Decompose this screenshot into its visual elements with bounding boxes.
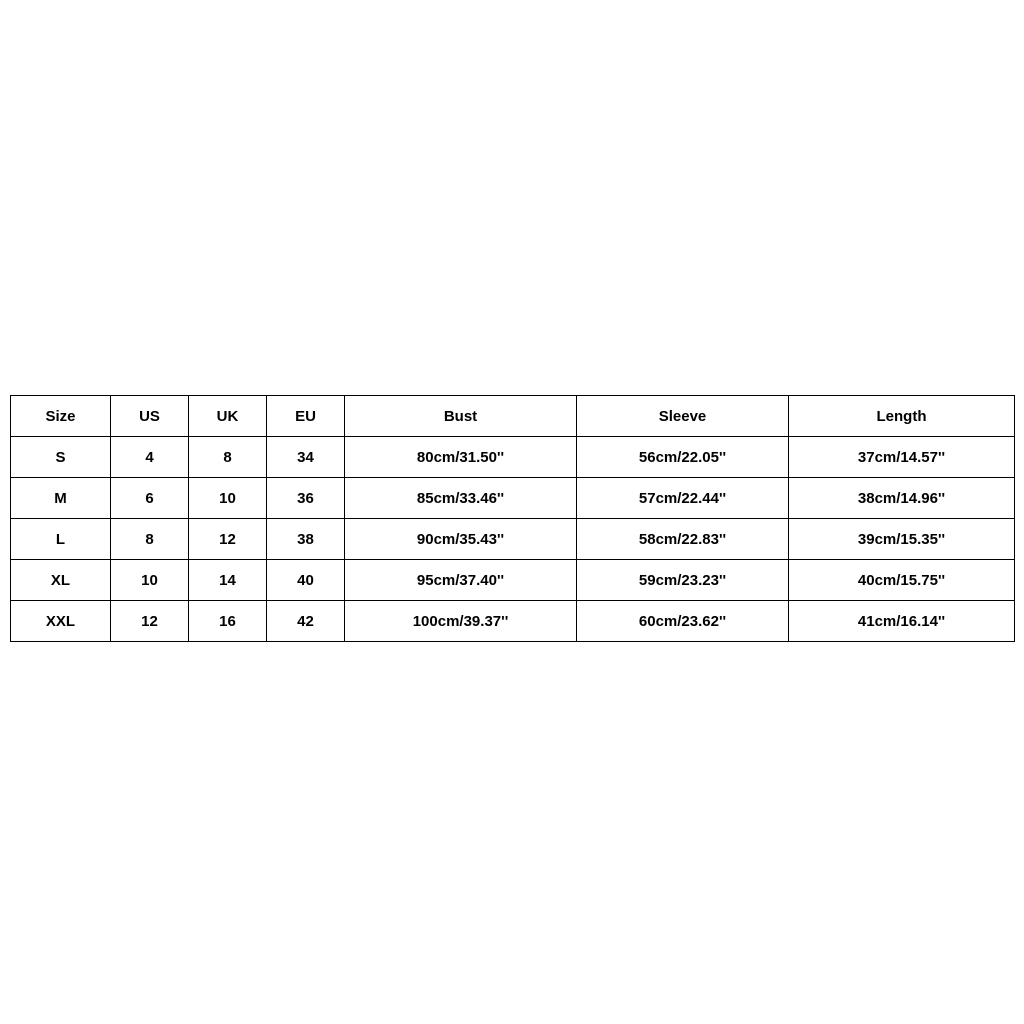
- column-header-length: Length: [789, 396, 1015, 437]
- column-header-bust: Bust: [345, 396, 577, 437]
- table-row: [11, 437, 1015, 478]
- cell-size: M: [11, 478, 111, 519]
- cell-length: 38cm/14.96'': [789, 478, 1015, 519]
- cell-sleeve: 57cm/22.44'': [577, 478, 789, 519]
- cell-us: 4: [111, 437, 189, 478]
- cell-eu: 36: [267, 478, 345, 519]
- column-header-sleeve: Sleeve: [577, 396, 789, 437]
- cell-bust: 100cm/39.37'': [345, 601, 577, 642]
- column-header-eu: EU: [267, 396, 345, 437]
- table-row: [11, 560, 1015, 601]
- cell-eu: 42: [267, 601, 345, 642]
- cell-eu: 34: [267, 437, 345, 478]
- cell-uk: 14: [189, 560, 267, 601]
- cell-bust: 85cm/33.46'': [345, 478, 577, 519]
- cell-length: 40cm/15.75'': [789, 560, 1015, 601]
- size-chart-table: [10, 395, 1015, 642]
- cell-length: 41cm/16.14'': [789, 601, 1015, 642]
- cell-bust: 80cm/31.50'': [345, 437, 577, 478]
- column-header-uk: UK: [189, 396, 267, 437]
- table-row: [11, 519, 1015, 560]
- cell-us: 6: [111, 478, 189, 519]
- cell-us: 10: [111, 560, 189, 601]
- cell-sleeve: 56cm/22.05'': [577, 437, 789, 478]
- cell-uk: 12: [189, 519, 267, 560]
- cell-length: 37cm/14.57'': [789, 437, 1015, 478]
- table-header-row: [11, 396, 1015, 437]
- cell-size: S: [11, 437, 111, 478]
- cell-sleeve: 60cm/23.62'': [577, 601, 789, 642]
- cell-uk: 10: [189, 478, 267, 519]
- cell-size: XL: [11, 560, 111, 601]
- cell-eu: 40: [267, 560, 345, 601]
- cell-length: 39cm/15.35'': [789, 519, 1015, 560]
- table-row: [11, 601, 1015, 642]
- cell-bust: 95cm/37.40'': [345, 560, 577, 601]
- size-chart-container: [10, 395, 1014, 642]
- cell-size: L: [11, 519, 111, 560]
- cell-uk: 8: [189, 437, 267, 478]
- cell-sleeve: 59cm/23.23'': [577, 560, 789, 601]
- column-header-us: US: [111, 396, 189, 437]
- column-header-size: Size: [11, 396, 111, 437]
- cell-us: 8: [111, 519, 189, 560]
- table-row: [11, 478, 1015, 519]
- cell-sleeve: 58cm/22.83'': [577, 519, 789, 560]
- cell-size: XXL: [11, 601, 111, 642]
- cell-us: 12: [111, 601, 189, 642]
- cell-eu: 38: [267, 519, 345, 560]
- cell-bust: 90cm/35.43'': [345, 519, 577, 560]
- cell-uk: 16: [189, 601, 267, 642]
